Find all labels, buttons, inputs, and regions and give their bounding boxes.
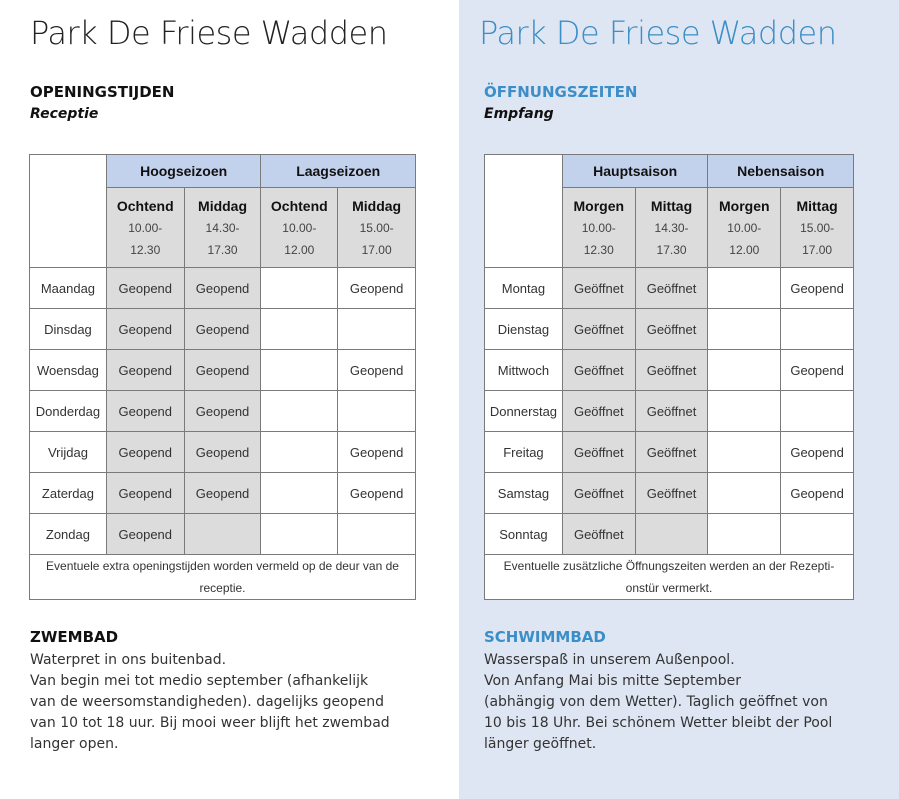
table-row (30, 350, 416, 391)
table-row (485, 514, 854, 555)
season-header-row (30, 155, 416, 188)
slot-high-morning: Ochtend 10.00- 12.30 (106, 188, 184, 268)
corner-cell (485, 155, 563, 268)
season-header-row (485, 155, 854, 188)
day-label: Woensdag (30, 350, 107, 391)
status-cell: Geopend (338, 432, 416, 473)
day-label: Maandag (30, 268, 107, 309)
note-row (30, 555, 416, 600)
day-label: Dinsdag (30, 309, 107, 350)
status-cell (708, 350, 781, 391)
day-label: Sonntag (485, 514, 563, 555)
opening-hours-heading: OPENINGSTIJDEN (30, 83, 175, 101)
status-cell (781, 514, 854, 555)
corner-cell (30, 155, 107, 268)
status-cell: Geopend (184, 350, 261, 391)
reception-subtitle: Receptie (30, 106, 99, 122)
high-season-header: Hauptsaison (562, 155, 708, 188)
table-row (30, 309, 416, 350)
status-cell: Geopend (781, 350, 854, 391)
status-cell: Geopend (106, 514, 184, 555)
table-row (30, 391, 416, 432)
status-cell (338, 309, 416, 350)
table-row (485, 391, 854, 432)
status-cell: Geopend (106, 350, 184, 391)
status-cell (708, 268, 781, 309)
status-cell (781, 309, 854, 350)
status-cell: Geopend (184, 432, 261, 473)
slot-high-afternoon: Mittag 14.30- 17.30 (635, 188, 708, 268)
slot-low-afternoon: Mittag 15.00- 17.00 (781, 188, 854, 268)
status-cell: Geopend (781, 268, 854, 309)
status-cell: Geöffnet (635, 391, 708, 432)
status-cell (261, 309, 338, 350)
status-cell: Geopend (338, 350, 416, 391)
status-cell: Geopend (781, 473, 854, 514)
table-row (485, 473, 854, 514)
status-cell: Geopend (338, 473, 416, 514)
opening-hours-table (29, 154, 416, 600)
status-cell: Geöffnet (562, 391, 635, 432)
low-season-header: Nebensaison (708, 155, 854, 188)
table-row (485, 309, 854, 350)
status-cell: Geöffnet (635, 350, 708, 391)
status-cell: Geöffnet (635, 432, 708, 473)
status-cell (635, 514, 708, 555)
status-cell (261, 432, 338, 473)
pool-paragraph-german: Wasserspaß in unserem Außenpool. Von Anfang Mai bis mitte September (abhängig von dem Wetter). Taglich geöffnet von 10 bis 18 Uhr. Bei schönem Wetter bleibt der Pool länger geöffnet. (484, 652, 833, 752)
table-row (485, 432, 854, 473)
german-column (459, 0, 899, 799)
slot-low-afternoon: Middag 15.00- 17.00 (338, 188, 416, 268)
note-row (485, 555, 854, 600)
day-label: Mittwoch (485, 350, 563, 391)
low-season-header: Laagseizoen (261, 155, 416, 188)
status-cell (708, 309, 781, 350)
status-cell (261, 391, 338, 432)
opening-hours-heading-german: ÖFFNUNGSZEITEN (484, 83, 638, 101)
table-row (485, 350, 854, 391)
table-row (30, 432, 416, 473)
status-cell (261, 473, 338, 514)
day-label: Donderdag (30, 391, 107, 432)
status-cell: Geöffnet (562, 473, 635, 514)
day-label: Vrijdag (30, 432, 107, 473)
status-cell: Geöffnet (562, 309, 635, 350)
status-cell: Geopend (106, 473, 184, 514)
status-cell: Geopend (184, 309, 261, 350)
status-cell (184, 514, 261, 555)
status-cell: Geöffnet (635, 268, 708, 309)
slot-low-morning: Ochtend 10.00- 12.00 (261, 188, 338, 268)
status-cell: Geopend (184, 268, 261, 309)
status-cell (261, 514, 338, 555)
status-cell (708, 473, 781, 514)
slot-high-morning: Morgen 10.00- 12.30 (562, 188, 635, 268)
pool-heading-german: SCHWIMMBAD (484, 628, 606, 646)
reception-subtitle-german: Empfang (484, 106, 554, 122)
status-cell: Geopend (338, 268, 416, 309)
status-cell (261, 350, 338, 391)
status-cell: Geopend (184, 473, 261, 514)
table-row (30, 473, 416, 514)
day-label: Dienstag (485, 309, 563, 350)
pool-heading: ZWEMBAD (30, 628, 119, 646)
status-cell: Geöffnet (562, 350, 635, 391)
status-cell (708, 432, 781, 473)
day-label: Donnerstag (485, 391, 563, 432)
status-cell: Geopend (106, 391, 184, 432)
table-row (485, 268, 854, 309)
day-label: Montag (485, 268, 563, 309)
table-note: Eventuele extra openingstijden worden vermeld op de deur van de receptie. (30, 555, 416, 600)
pool-paragraph: Waterpret in ons buitenbad. Van begin mei tot medio september (afhankelijk van de weersomstandigheden). dagelijks geopend van 10 tot 18 uur. Bij mooi weer blijft het zwembad langer open. (30, 652, 390, 752)
status-cell: Geopend (106, 309, 184, 350)
day-label: Freitag (485, 432, 563, 473)
day-label: Samstag (485, 473, 563, 514)
status-cell (338, 514, 416, 555)
status-cell: Geöffnet (562, 514, 635, 555)
status-cell (708, 514, 781, 555)
table-note: Eventuelle zusätzliche Öffnungszeiten werden an der Rezepti- onstür vermerkt. (485, 555, 854, 600)
high-season-header: Hoogseizoen (106, 155, 261, 188)
status-cell: Geöffnet (562, 432, 635, 473)
status-cell: Geopend (781, 432, 854, 473)
opening-hours-table-german (484, 154, 854, 600)
day-label: Zaterdag (30, 473, 107, 514)
page-title-german: Park De Friese Wadden (479, 14, 837, 52)
table-row (30, 514, 416, 555)
status-cell (261, 268, 338, 309)
table-row (30, 268, 416, 309)
status-cell: Geöffnet (635, 473, 708, 514)
page-title: Park De Friese Wadden (30, 14, 388, 52)
status-cell (338, 391, 416, 432)
status-cell: Geöffnet (562, 268, 635, 309)
status-cell: Geopend (106, 268, 184, 309)
slot-low-morning: Morgen 10.00- 12.00 (708, 188, 781, 268)
day-label: Zondag (30, 514, 107, 555)
status-cell: Geöffnet (635, 309, 708, 350)
status-cell: Geopend (184, 391, 261, 432)
status-cell: Geopend (106, 432, 184, 473)
status-cell (708, 391, 781, 432)
status-cell (781, 391, 854, 432)
slot-high-afternoon: Middag 14.30- 17.30 (184, 188, 261, 268)
